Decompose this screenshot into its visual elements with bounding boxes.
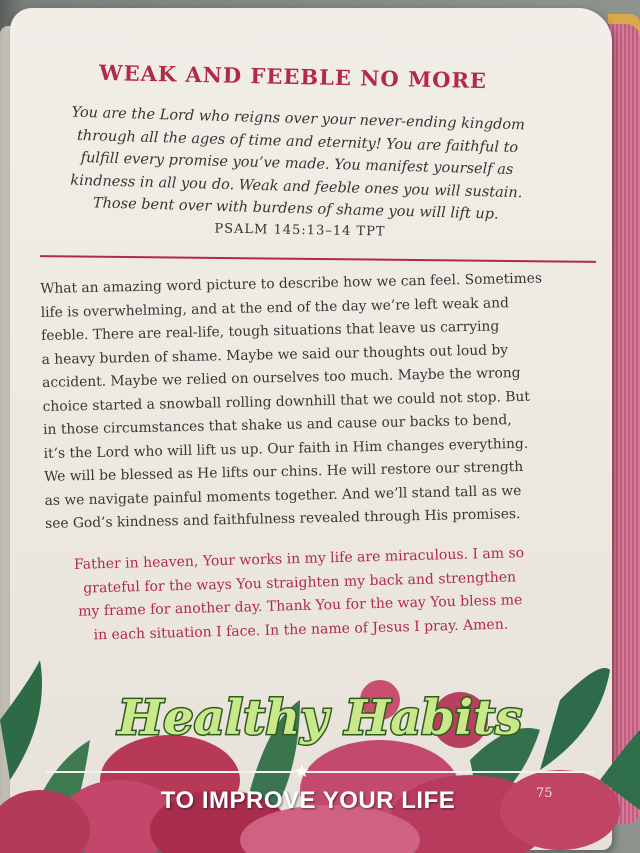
body-line: in those circumstances that shake us and cause our backs to bend, [43,412,512,438]
body-line: choice started a snowball rolling downhill that we could not stop. But [42,388,531,415]
page-title: WEAK AND FEEBLE NO MORE [98,59,488,94]
scripture-verse [61,101,534,227]
body-line: feeble. There are real-life, tough situations that leave us carrying [41,318,500,344]
prayer [49,541,551,648]
body-line: see God’s kindness and faithfulness revealed through His promises. [44,505,521,532]
overlay-title-text: Healthy Habits [117,690,523,746]
devotional-body [40,267,567,536]
prayer-line: in each situation I face. In the name of Jesus I pray. Amen. [93,616,509,643]
body-line: as we navigate painful moments together. And we’ll stand tall as we [44,482,522,509]
section-divider [40,255,596,262]
verse-line: Those bent over with burdens of shame you will lift up. [92,195,499,223]
overlay-subtitle: TO IMPROVE YOUR LIFE [160,787,456,814]
body-line: a heavy burden of shame. Maybe we said our thoughts out loud by [41,341,509,368]
overlay-title [110,672,530,762]
verse-line: fulfill every promise you’ve made. You manifest yourself as [80,149,514,179]
page-number: 75 [536,786,553,801]
body-line: We will be blessed as He lifts our chins. He will restore our strength [44,458,524,485]
overlay-divider [46,771,594,773]
star-icon: ★ [293,761,311,782]
verse-line: You are the Lord who reigns over your never-ending kingdom [71,104,526,134]
body-line: accident. Maybe we relied on ourselves too much. Maybe the wrong [42,364,521,391]
verse-line: through all the ages of time and eternity! You are faithful to [76,127,519,156]
prayer-line: my frame for another day. Thank You for the way You bless me [78,592,523,620]
body-line: it’s the Lord who will lift us up. Our faith in Him changes everything. [43,435,529,462]
prayer-line: grateful for the ways You straighten my back and strengthen [83,568,517,597]
prayer-line: Father in heaven, Your works in my life are miraculous. I am so [73,545,525,573]
verse-reference: PSALM 145:13–14 TPT [214,221,386,240]
verse-line: kindness in all you do. Weak and feeble ones you will sustain. [70,172,523,201]
body-line: What an amazing word picture to describe how we can feel. Sometimes [40,270,543,297]
body-line: life is overwhelming, and at the end of the day we’re left weak and [40,294,510,321]
